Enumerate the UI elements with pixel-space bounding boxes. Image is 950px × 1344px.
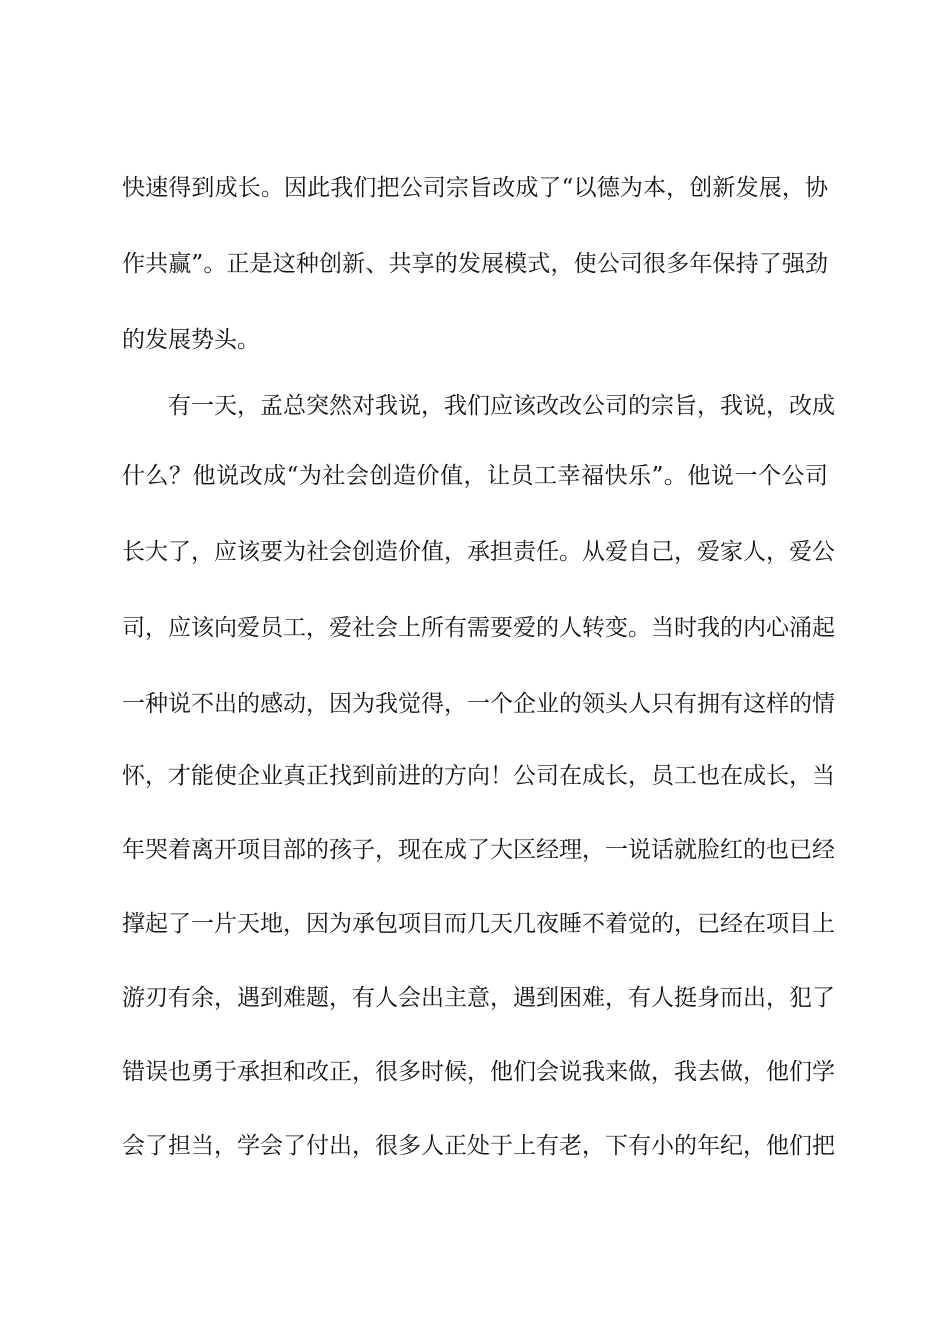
text-line: 作共赢”。正是这种创新、共享的发展模式，使公司很多年保持了强劲 bbox=[122, 251, 828, 277]
text-line: 年哭着离开项目部的孩子，现在成了大区经理，一说话就脸红的也已经 bbox=[122, 837, 835, 863]
text-line: 撑起了一片天地，因为承包项目而几天几夜睡不着觉的，已经在项目上 bbox=[122, 911, 835, 937]
text-line: 游刃有余，遇到难题，有人会出主意，遇到困难，有人挺身而出，犯了 bbox=[122, 985, 835, 1011]
text-line: 怀，才能使企业真正找到前进的方向！公司在成长，员工也在成长，当 bbox=[122, 763, 835, 789]
text-line: 司，应该向爱员工，爱社会上所有需要爱的人转变。当时我的内心涌起 bbox=[122, 615, 835, 641]
text-line: 快速得到成长。因此我们把公司宗旨改成了“以德为本，创新发展，协 bbox=[122, 175, 828, 201]
text-line: 什么？他说改成“为社会创造价值，让员工幸福快乐”。他说一个公司 bbox=[122, 463, 828, 489]
text-line: 会了担当，学会了付出，很多人正处于上有老，下有小的年纪，他们把 bbox=[122, 1133, 835, 1159]
text-line: 错误也勇于承担和改正，很多时候，他们会说我来做，我去做，他们学 bbox=[122, 1059, 835, 1085]
paragraph-first-line: 有一天，孟总突然对我说，我们应该改改公司的宗旨，我说，改成 bbox=[168, 393, 835, 419]
text-line: 长大了，应该要为社会创造价值，承担责任。从爱自己，爱家人，爱公 bbox=[122, 539, 835, 565]
text-line: 一种说不出的感动，因为我觉得，一个企业的领头人只有拥有这样的情 bbox=[122, 691, 835, 717]
text-line: 的发展势头。 bbox=[122, 327, 260, 353]
